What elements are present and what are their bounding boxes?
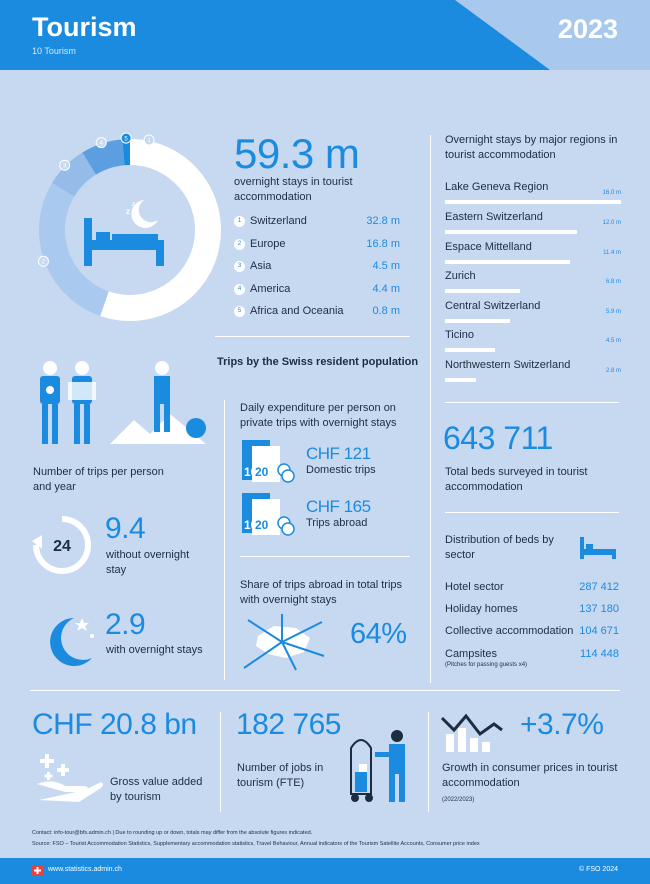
trips-without-value: 9.4 <box>105 512 146 545</box>
beds-distribution-title: Distribution of beds by sector <box>445 534 554 561</box>
sector-label: Holiday homes <box>445 603 518 615</box>
legend-row <box>234 238 400 252</box>
region-row <box>445 181 621 211</box>
page-title: Tourism <box>32 12 137 42</box>
donut-segment-america <box>89 152 123 163</box>
region-name: Northwestern Switzerland <box>445 359 571 371</box>
svg-text:20: 20 <box>255 465 269 479</box>
svg-text:10: 10 <box>244 518 258 532</box>
banknotes-icon <box>238 440 298 484</box>
legend-label: Africa and Oceania <box>250 305 344 317</box>
abroad-expenditure-label: Trips abroad <box>306 517 368 529</box>
mountain-hiker-icon <box>110 361 206 444</box>
legend-label: Europe <box>250 238 286 250</box>
clock-24-icon <box>32 515 92 575</box>
prices-value: +3.7% <box>520 708 604 741</box>
sector-label: Collective accommodation <box>445 625 574 637</box>
trips-with-label: with overnight stays <box>106 644 203 656</box>
legend-number: 1 <box>234 216 245 227</box>
legend-row <box>234 215 400 229</box>
divider <box>215 336 410 337</box>
donut-segments <box>52 152 208 308</box>
expenditure-title: Daily expenditure per person on private trips with overnight stays <box>240 402 397 429</box>
sector-value: 137 180 <box>579 603 619 615</box>
sector-row <box>445 581 619 595</box>
campsites-note: (Pitches for passing guests x4) <box>445 662 528 668</box>
sector-row <box>445 603 619 617</box>
year-tab <box>455 0 650 70</box>
region-value: 2.8 m <box>605 368 621 374</box>
stays-value: 59.3 m <box>234 130 360 177</box>
region-bar <box>445 289 520 293</box>
divider <box>240 556 410 557</box>
trips-count-label: Number of trips per person and year <box>33 466 164 493</box>
switzerland-arrows-icon <box>238 612 328 672</box>
region-name: Zurich <box>445 270 476 282</box>
donut-segment-switzerland <box>104 152 208 308</box>
region-row <box>445 211 621 241</box>
jobs-label: Number of jobs in tourism (FTE) <box>237 762 324 789</box>
region-bar <box>445 319 510 323</box>
footer-source: Source: FSO – Tourist Accommodation Statistics, Supplementary accommodation statistics, Travel Behaviour, Annual indicators of the Tourism Satellite Accounts, Consumer price index <box>32 841 480 847</box>
donut-label-number: 1 <box>147 138 151 145</box>
donut-label-number: 2 <box>41 259 46 266</box>
region-row <box>445 241 621 271</box>
donut-label-number: 3 <box>63 163 67 170</box>
region-row <box>445 329 621 359</box>
legend-value: 4.4 m <box>372 283 400 295</box>
region-bar <box>445 378 476 382</box>
region-row <box>445 300 621 330</box>
sector-label: Hotel sector <box>445 581 504 593</box>
region-name: Espace Mittelland <box>445 241 532 253</box>
swiss-flag-icon <box>32 865 43 876</box>
porter-icon <box>345 728 415 804</box>
domestic-expenditure-label: Domestic trips <box>306 464 376 476</box>
legend-label: America <box>250 283 291 295</box>
share-title: Share of trips abroad in total trips with overnight stays <box>240 579 403 606</box>
sector-value: 104 671 <box>579 625 619 637</box>
legend-number: 3 <box>234 261 245 272</box>
region-name: Lake Geneva Region <box>445 181 549 193</box>
legend-number: 4 <box>234 284 245 295</box>
region-bar <box>445 200 621 204</box>
region-value: 6.8 m <box>605 279 621 285</box>
origin-donut-chart <box>30 130 230 330</box>
beds-total-label: Total beds surveyed in tourist accommodation <box>445 466 588 493</box>
gva-value: CHF 20.8 bn <box>32 708 197 741</box>
year-label: 2023 <box>557 14 618 44</box>
page-subtitle: 10 Tourism <box>32 46 76 56</box>
svg-text:z: z <box>132 202 135 208</box>
divider <box>220 712 221 812</box>
legend-row <box>234 260 400 274</box>
region-bar <box>445 230 577 234</box>
domestic-expenditure-value: CHF 121 <box>306 444 371 463</box>
svg-text:10: 10 <box>244 465 258 479</box>
legend-value: 16.8 m <box>366 238 400 250</box>
share-value: 64% <box>350 618 407 650</box>
legend-value: 4.5 m <box>372 260 400 272</box>
svg-text:20: 20 <box>255 518 269 532</box>
legend-value: 0.8 m <box>372 305 400 317</box>
sector-label: Campsites <box>445 648 497 660</box>
divider <box>224 400 225 680</box>
sector-row <box>445 625 619 639</box>
region-bar <box>445 260 570 264</box>
region-value: 16.0 m <box>602 190 621 196</box>
hand-plus-icon <box>35 748 105 804</box>
prices-label: Growth in consumer prices in tourist accommodation <box>442 762 618 789</box>
region-value: 5.9 m <box>605 309 621 315</box>
svg-text:z: z <box>126 207 130 216</box>
trips-without-label: without overnight stay <box>106 549 190 576</box>
divider <box>428 712 429 812</box>
prices-note: (2022/2023) <box>442 797 475 803</box>
divider <box>430 135 431 683</box>
bed-icon <box>84 200 164 266</box>
legend-value: 32.8 m <box>366 215 400 227</box>
region-value: 12.0 m <box>602 220 621 226</box>
region-value: 4.5 m <box>605 338 621 344</box>
bed-icon <box>578 535 618 561</box>
hiker-icon <box>68 361 96 444</box>
legend-row <box>234 283 400 297</box>
jobs-value: 182 765 <box>236 708 341 741</box>
statistics-website-link[interactable]: www.statistics.admin.ch <box>48 866 122 873</box>
trips-section-title: Trips by the Swiss resident population <box>217 356 419 368</box>
trips-with-value: 2.9 <box>105 608 146 641</box>
hikers-illustration <box>30 358 210 450</box>
footer-contact: Contact: info-tour@bfs.admin.ch | Due to rounding up or down, totals may differ from the absolute figures indicated. <box>32 830 313 836</box>
legend-label: Switzerland <box>250 215 307 227</box>
stays-label: overnight stays in tourist accommodation <box>234 176 353 203</box>
region-value: 11.4 m <box>603 250 621 256</box>
regions-title: Overnight stays by major regions in tourist accommodation <box>445 134 618 161</box>
region-row <box>445 359 621 389</box>
divider <box>30 690 620 691</box>
clock-label: 24 <box>53 538 71 555</box>
donut-label-number: 5 <box>124 136 128 143</box>
hiker-icon <box>40 361 60 444</box>
divider <box>445 512 619 513</box>
sector-value: 114 448 <box>580 648 619 660</box>
banknotes-icon <box>238 493 298 537</box>
sector-row <box>445 648 619 662</box>
divider <box>445 402 619 403</box>
price-chart-icon <box>440 712 506 754</box>
legend-number: 5 <box>234 306 245 317</box>
region-name: Ticino <box>445 329 474 341</box>
legend-number: 2 <box>234 239 245 250</box>
donut-label-number: 4 <box>99 140 103 147</box>
abroad-expenditure-value: CHF 165 <box>306 497 371 516</box>
region-bar <box>445 348 495 352</box>
legend-row <box>234 305 400 319</box>
sector-value: 287 412 <box>579 581 619 593</box>
region-row <box>445 270 621 300</box>
gva-label: Gross value added by tourism <box>110 776 203 803</box>
copyright: © FSO 2024 <box>578 866 618 873</box>
beds-total-value: 643 711 <box>443 420 553 456</box>
legend-label: Asia <box>250 260 272 272</box>
region-name: Eastern Switzerland <box>445 211 543 223</box>
region-name: Central Switzerland <box>445 300 541 312</box>
moon-icon <box>38 612 98 672</box>
